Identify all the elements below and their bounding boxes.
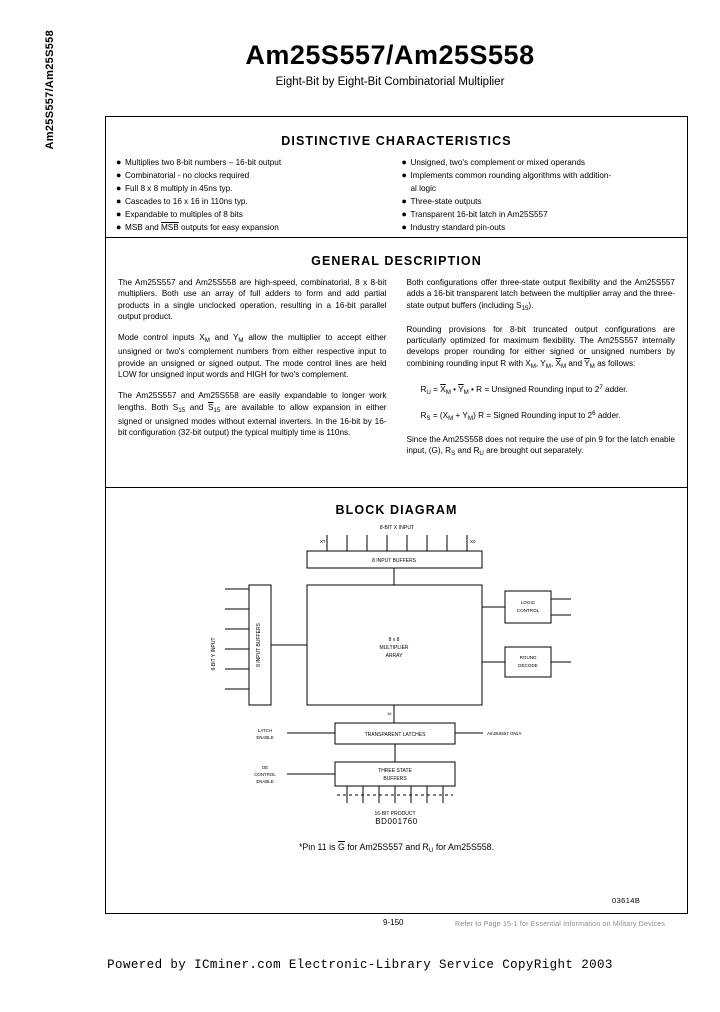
svg-text:CONTROL: CONTROL bbox=[253, 772, 276, 777]
distinctive-characteristics-columns bbox=[116, 157, 677, 235]
svg-text:OE: OE bbox=[261, 765, 268, 770]
block-diagram bbox=[106, 519, 687, 849]
svg-text:8 INPUT BUFFERS: 8 INPUT BUFFERS bbox=[255, 623, 262, 667]
dc-right-column bbox=[402, 157, 678, 235]
paragraph: The Am25S557 and Am25S558 are high-speed, combinatorial, 8 x 8-bit multipliers. Both use an array of full adders to form and add partial products in a single unclocked operation, resulting in a 16-bit parallel output product. bbox=[118, 278, 387, 321]
equation-signed-rounding: $R_S = (X_M + Y_M) R$ = Signed Rounding input to $2^6$ adder. bbox=[420, 410, 621, 423]
svg-text:TRANSPARENT LATCHES: TRANSPARENT LATCHES bbox=[364, 732, 425, 738]
svg-text:16: 16 bbox=[386, 711, 391, 716]
paragraph: Since the Am25S558 does not require the use of pin 9 for the latch enable input, (G), $R_S$ and $R_U$ are brought out separately. bbox=[406, 435, 675, 458]
svg-text:8 INPUT BUFFERS: 8 INPUT BUFFERS bbox=[371, 558, 416, 564]
document-number: 03614B bbox=[612, 896, 641, 905]
list-item: ● Multiplies two 8-bit numbers – 16-bit output bbox=[116, 157, 282, 167]
page-title: Am25S557/Am25S558 bbox=[245, 40, 535, 70]
bullet-icon: ● bbox=[116, 157, 122, 167]
svg-text:X0: X0 bbox=[469, 539, 476, 544]
list-item: ● Full 8 x 8 multiply in 45ns typ. bbox=[116, 183, 233, 193]
svg-text:LOGIC: LOGIC bbox=[520, 600, 535, 605]
list-item: ● Transparent 16-bit latch in Am25S557 bbox=[401, 209, 548, 219]
svg-text:ENABLE: ENABLE bbox=[255, 735, 274, 740]
svg-text:8-BIT Y INPUT: 8-BIT Y INPUT bbox=[210, 637, 217, 671]
block-diagram-svg bbox=[187, 519, 607, 829]
list-item: ● Three-state outputs bbox=[401, 196, 482, 206]
svg-text:ROUND: ROUND bbox=[519, 655, 536, 660]
footer-reference: Refer to Page 15-1 for Essential Information on Military Devices bbox=[455, 921, 666, 928]
msb-item: MSB and $\overline{MSB}$ outputs for easy expansion bbox=[125, 223, 279, 232]
svg-text:ARRAY: ARRAY bbox=[385, 653, 402, 659]
svg-text:X7: X7 bbox=[319, 539, 326, 544]
powered-by-banner: Powered by ICminer.com Electronic-Library Service CopyRight 2003 bbox=[107, 958, 613, 972]
distinctive-characteristics-heading: DISTINCTIVE CHARACTERISTICS bbox=[281, 134, 512, 148]
bullet-icon: ● bbox=[401, 222, 407, 232]
block-diagram-note: *Pin 11 is $\overline{G}$ for Am25S557 and $R_U$ for Am25S558. bbox=[298, 842, 495, 854]
paragraph: The Am25S557 and Am25S558 are easily expandable to longer work lengths. Both $S_{15}$ and $\overline{S}_{15}$ are available to allow expansion in either signed or unsigned modes without external inverters. In the 16-bit by 16-bit configuration (32-bit output) the typical multiply time is 110ns. bbox=[118, 391, 387, 438]
paragraph: Both configurations offer three-state output flexibility and the Am25S557 adds a 16-bit transparent latch between the multiplier array and the three-state output buffers (including $S_{15}$). bbox=[406, 278, 675, 312]
paragraph: Rounding provisions for 8-bit truncated output configurations are particularly optimized for maximum flexibility. The Am25S557 internally develops proper rounding for either signed or unsigned numbers by combining rounding input R with $X_M$, $Y_M$, $\overline{X}_M$ and $\overline{Y}_M$ as follows: bbox=[406, 324, 675, 370]
svg-text:8 x 8: 8 x 8 bbox=[388, 637, 399, 643]
list-item-continuation: al logic bbox=[402, 183, 678, 195]
bullet-icon: ● bbox=[401, 209, 407, 219]
divider bbox=[106, 237, 687, 238]
bullet-icon: ● bbox=[116, 222, 122, 232]
block-diagram-heading: BLOCK DIAGRAM bbox=[335, 503, 458, 517]
bullet-icon: ● bbox=[116, 170, 122, 180]
bullet-icon: ● bbox=[116, 196, 122, 206]
block-diagram-code: BD001760 bbox=[375, 817, 418, 826]
gd-left-column bbox=[118, 277, 387, 470]
general-description-columns bbox=[118, 277, 675, 470]
svg-text:MULTIPLIER: MULTIPLIER bbox=[378, 645, 409, 651]
vertical-side-title: Am25S557/Am25S558 bbox=[44, 30, 56, 150]
list-item: ● Combinatorial - no clocks required bbox=[116, 170, 250, 180]
list-item: ● Cascades to 16 x 16 in 110ns typ. bbox=[116, 196, 248, 206]
list-item: ● Implements common rounding algorithms with addition- bbox=[401, 170, 612, 180]
equation-unsigned-rounding: $R_U = \overline{X}_M$ • $\overline{Y}_M$ • R = Unsigned Rounding input to $2^7$ adder. bbox=[420, 384, 628, 397]
divider bbox=[106, 487, 687, 488]
list-item: ● Expandable to multiples of 8 bits bbox=[116, 209, 243, 219]
page-number: 9-150 bbox=[383, 918, 404, 927]
bullet-icon: ● bbox=[116, 183, 122, 193]
svg-text:8-BIT X INPUT: 8-BIT X INPUT bbox=[379, 525, 414, 531]
gd-right-column bbox=[407, 277, 676, 470]
list-item: ● Industry standard pin-outs bbox=[401, 222, 506, 232]
general-description-heading: GENERAL DESCRIPTION bbox=[311, 254, 482, 268]
svg-text:CONTROL: CONTROL bbox=[516, 608, 539, 613]
svg-text:BUFFERS: BUFFERS bbox=[382, 776, 407, 782]
bullet-icon: ● bbox=[401, 157, 407, 167]
list-item bbox=[116, 222, 392, 234]
svg-text:16-BIT PRODUCT: 16-BIT PRODUCT bbox=[373, 811, 416, 817]
content-frame bbox=[105, 116, 688, 914]
list-item: ● Unsigned, two's complement or mixed operands bbox=[401, 157, 585, 167]
dc-left-column bbox=[116, 157, 392, 235]
spacer bbox=[402, 183, 411, 195]
svg-text:THREE STATE: THREE STATE bbox=[377, 768, 412, 774]
paragraph: Mode control inputs $X_M$ and $Y_M$ allow the multiplier to accept either unsigned or two's complement numbers from either respective input to provide an unsigned or signed output. The mode control lines are held LOW for unsigned input words and HIGH for two's complement. bbox=[118, 333, 387, 380]
bullet-icon: ● bbox=[401, 170, 407, 180]
bullet-icon: ● bbox=[401, 196, 407, 206]
svg-text:ENABLE: ENABLE bbox=[255, 779, 274, 784]
bullet-icon: ● bbox=[116, 209, 122, 219]
page-subtitle: Eight-Bit by Eight-Bit Combinatorial Multiplier bbox=[275, 76, 505, 88]
svg-text:LATCH: LATCH bbox=[257, 728, 272, 733]
svg-text:DECODE: DECODE bbox=[517, 663, 538, 668]
svg-text:Am25S557 ONLY: Am25S557 ONLY bbox=[486, 731, 522, 736]
